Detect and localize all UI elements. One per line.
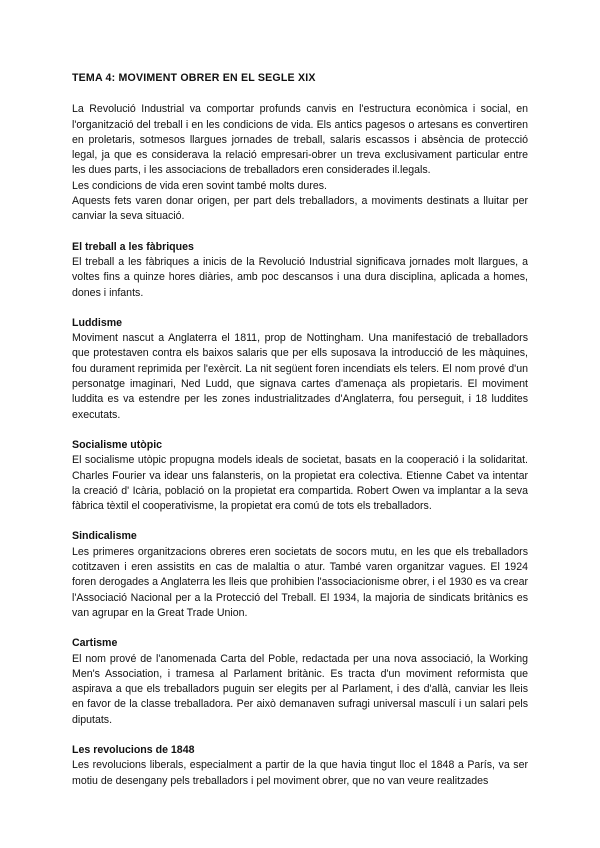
- section-body: El nom prové de l'anomenada Carta del Poble, redactada per una nova associació, la Working Men's Association, i tramesa al Parlament britànic. Es tracta d'un moviment reformista que aspirava a que els treballadors puguin ser elegits per al Parlament, i des d'allà, canviar les lleis en favor de la classe treballadora. Per això demanaven sufragi universal masculí i un salari pels diputats.: [72, 652, 528, 726]
- section-treball-fabriques: [72, 240, 528, 301]
- section-heading: El treball a les fàbriques: [72, 240, 194, 253]
- section-luddisme: [72, 316, 528, 423]
- section-heading: Luddisme: [72, 316, 123, 329]
- section-body: Les primeres organitzacions obreres eren societats de socors mutu, en les que els treballadors cotitzaven i eren assistits en cas de malaltia o atur. També varen organitzar vagues. El 1924 foren derogades a Anglaterra les lleis que prohibien l'associacionisme obrer, i el 1930 es va crear l'Associació Nacional per a la Protecció del Treball. El 1934, la majoria de sindicats britànics es van agrupar en la Great Trade Union.: [72, 545, 528, 619]
- document-title: TEMA 4: MOVIMENT OBRER EN EL SEGLE XIX: [72, 72, 316, 84]
- intro-paragraph: Les condicions de vida eren sovint també molts dures.: [72, 179, 327, 192]
- section-socialisme-utopic: [72, 438, 528, 514]
- intro-paragraph: La Revolució Industrial va comportar profunds canvis en l'estructura econòmica i social, en l'organització del treball i en les condicions de vida. Els antics pagesos o artesans es convertiren en proletaris, sotmesos llargues jornades de treball, salaris escassos i absència de protecció legal, ja que es considerava la relació empresari-obrer un treva exclusivament particular entre les dues parts, i les associacions de treballadors eren considerades il.legals.: [72, 103, 528, 177]
- section-heading: Sindicalisme: [72, 530, 137, 543]
- section-sindicalisme: [72, 529, 528, 621]
- section-body: Les revolucions liberals, especialment a partir de la que havia tingut lloc el 1848 a París, va ser motiu de desengany pels treballadors i pel moviment obrer, que no van veure realitzades: [72, 759, 528, 787]
- section-heading: Cartisme: [72, 637, 118, 650]
- section-revolucions-1848: [72, 743, 528, 789]
- section-cartisme: [72, 636, 528, 728]
- section-body: El treball a les fàbriques a inicis de la Revolució Industrial significava jornades molt llargues, a voltes fins a quinze hores diàries, amb poc descansos i una dura disciplina, aplicada a homes, dones i infants.: [72, 255, 528, 299]
- intro-section: [72, 102, 528, 224]
- section-body: El socialisme utòpic propugna models ideals de societat, basats en la cooperació i la solidaritat. Charles Fourier va idear uns falansteris, on la propietat era colectiva. Etienne Cabet va intentar la creació d' Icària, població on la propietat era compartida. Robert Owen va implantar a la seva fàbrica tèxtil el cooperativisme, la propietat era comú de tots els treballadors.: [72, 454, 528, 513]
- section-heading: Les revolucions de 1848: [72, 743, 195, 756]
- section-body: Moviment nascut a Anglaterra el 1811, prop de Nottingham. Una manifestació de treballadors que protestaven contra els baixos salaris que per ells suposava la introducció de les màquines, fou durament reprimida per l'exèrcit. La nit següent foren incendiats els telers. El nom prové d'un personatge imaginari, Ned Ludd, que signava cartes d'amenaça als propietaris. El moviment luddita es va estendre per les zones industrialitzades d'Anglaterra, fou perseguit, i 18 luddites executats.: [72, 332, 528, 421]
- section-heading: Socialisme utòpic: [72, 438, 163, 451]
- intro-paragraph: Aquests fets varen donar origen, per part dels treballadors, a moviments destinats a lluitar per canviar la seva situació.: [72, 195, 528, 223]
